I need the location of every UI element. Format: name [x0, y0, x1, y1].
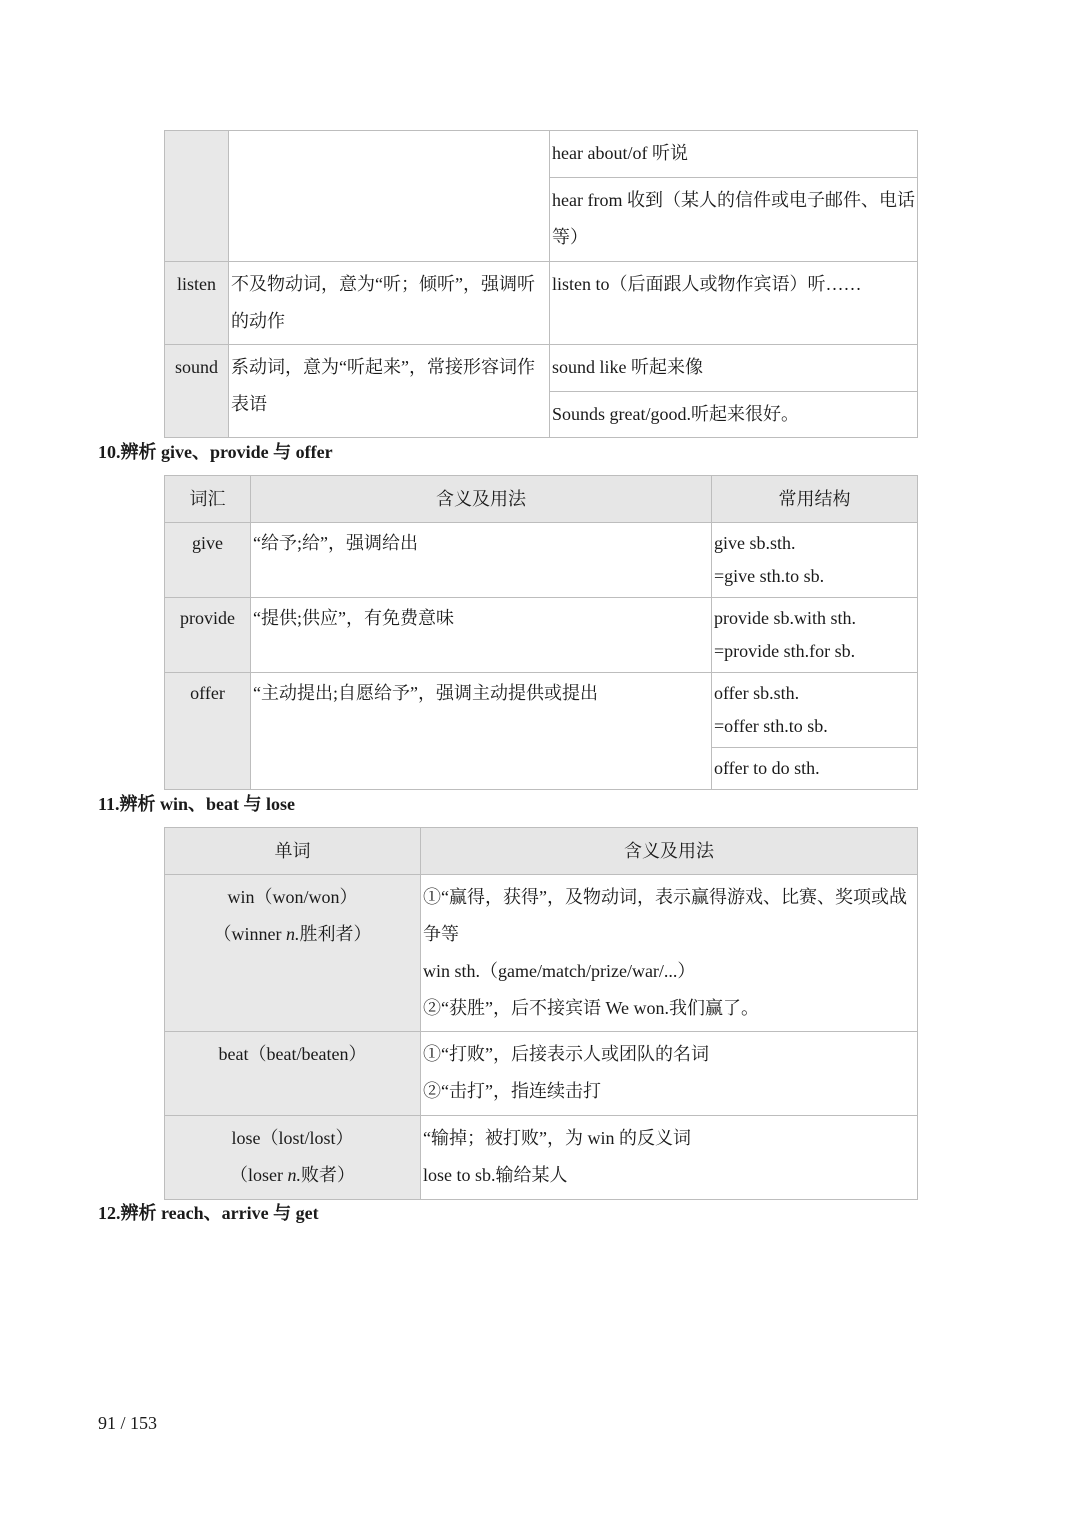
header-word: 单词	[165, 828, 421, 875]
meaning-cell-empty	[229, 131, 550, 262]
word-cell-empty	[165, 131, 229, 262]
word-give: give	[165, 523, 251, 598]
structure-cell: hear about/of 听说	[550, 131, 918, 178]
structure-offer: offer sb.sth. =offer sth.to sb.	[712, 673, 918, 748]
structure-sound-like: sound like 听起来像	[550, 345, 918, 392]
header-structure: 常用结构	[712, 476, 918, 523]
word-offer: offer	[165, 673, 251, 790]
win-beat-lose-table	[164, 827, 918, 1200]
section11-heading: 11.辨析 win、beat 与 lose	[98, 794, 296, 814]
header-word: 词汇	[165, 476, 251, 523]
page-number: 91 / 153	[98, 1413, 158, 1433]
meaning-provide: “提供;供应”，有免费意味	[251, 598, 712, 673]
usage-win: ①“赢得，获得”，及物动词，表示赢得游戏、比赛、奖项或战争等 win sth.（game/match/prize/war/...） ②“获胜”，后不接宾语 We won.我们赢了。	[421, 875, 918, 1032]
word-provide: provide	[165, 598, 251, 673]
header-usage: 含义及用法	[421, 828, 918, 875]
word-sound: sound	[165, 345, 229, 438]
structure-cell: hear from 收到（某人的信件或电子邮件、电话等）	[550, 178, 918, 262]
hear-listen-sound-table	[164, 130, 918, 438]
structure-sounds-great: Sounds great/good.听起来很好。	[550, 392, 918, 438]
structure-listen: listen to（后面跟人或物作宾语）听……	[550, 262, 918, 345]
structure-offer-to-do: offer to do sth.	[712, 748, 918, 790]
word-win: win（won/won） （winner n.胜利者）	[165, 875, 421, 1032]
word-lose: lose（lost/lost） （loser n.败者）	[165, 1116, 421, 1200]
usage-lose: “输掉；被打败”，为 win 的反义词 lose to sb.输给某人	[421, 1116, 918, 1200]
structure-give: give sb.sth. =give sth.to sb.	[712, 523, 918, 598]
structure-provide: provide sb.with sth. =provide sth.for sb.	[712, 598, 918, 673]
meaning-listen: 不及物动词，意为“听；倾听”，强调听的动作	[229, 262, 550, 345]
section12-heading: 12.辨析 reach、arrive 与 get	[98, 1203, 319, 1223]
meaning-offer: “主动提出;自愿给予”，强调主动提供或提出	[251, 673, 712, 790]
word-beat: beat（beat/beaten）	[165, 1032, 421, 1116]
word-listen: listen	[165, 262, 229, 345]
meaning-give: “给予;给”，强调给出	[251, 523, 712, 598]
meaning-sound: 系动词，意为“听起来”，常接形容词作表语	[229, 345, 550, 438]
usage-beat: ①“打败”，后接表示人或团队的名词 ②“击打”，指连续击打	[421, 1032, 918, 1116]
section10-heading: 10.辨析 give、provide 与 offer	[98, 442, 333, 462]
give-provide-offer-table	[164, 475, 918, 790]
header-meaning: 含义及用法	[251, 476, 712, 523]
